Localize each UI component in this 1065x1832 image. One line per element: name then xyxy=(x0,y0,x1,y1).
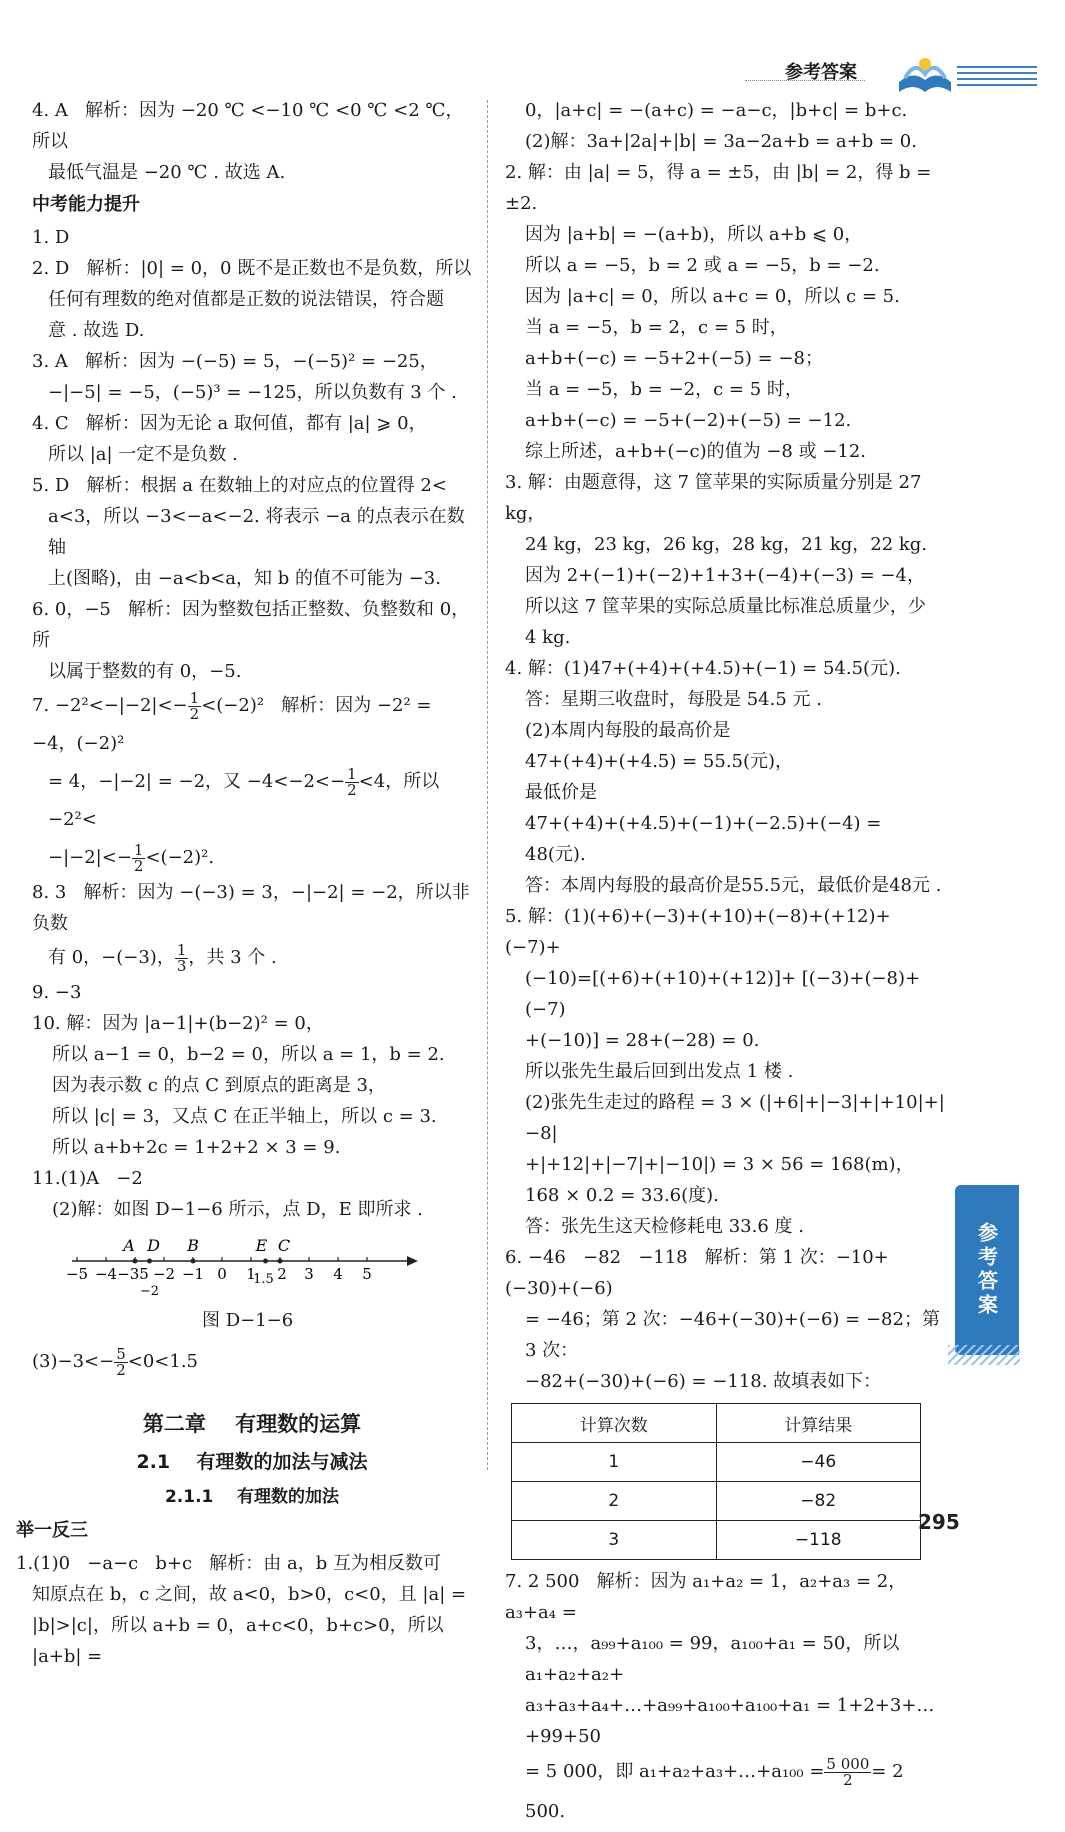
number-line-tick-label: 4 xyxy=(333,1265,343,1283)
table-header-cell: 计算次数 xyxy=(512,1404,717,1443)
number-line-tick-label: −4 xyxy=(94,1265,118,1283)
text-line xyxy=(32,1342,472,1382)
text-line: −|−5| = −5，(−5)³ = −125，所以负数有 3 个 . xyxy=(48,382,457,403)
number-line-tick-label: −5 xyxy=(65,1265,89,1283)
number-line-point-label: B xyxy=(187,1236,199,1255)
fraction-numerator: 1 xyxy=(347,764,357,783)
text-line xyxy=(32,939,472,977)
table-header-row xyxy=(512,1404,921,1443)
fraction xyxy=(824,1754,871,1789)
number-line-tick-label: −1 xyxy=(181,1265,205,1283)
subsection-title: 2.1.1 有理数的加法 xyxy=(164,1487,340,1507)
text-line: +|+12|+|−7|+|−10|) = 3 × 56 = 168(m)， xyxy=(525,1154,914,1175)
text-line: 6. −46 −82 −118 解析：第 1 次：−10+(−30)+(−6) xyxy=(505,1247,889,1299)
text-line: 因为表示数 c 的点 C 到原点的距离是 3， xyxy=(52,1075,386,1096)
fraction xyxy=(175,940,189,975)
fraction-denominator: 3 xyxy=(176,956,187,975)
text-segment: <(−2)² 解析：因为 −2² = −4，(−2)² xyxy=(32,695,438,754)
fraction xyxy=(345,764,359,799)
text-line: 综上所述，a+b+(−c)的值为 −8 或 −12. xyxy=(525,441,867,462)
column-divider xyxy=(487,100,488,1470)
text-line: (2)解：3a+|2a|+|b| = 3a−2a+b = a+b = 0. xyxy=(525,131,917,152)
book-logo-icon xyxy=(895,52,955,96)
text-line: 10. 解：因为 |a−1|+(b−2)² = 0， xyxy=(32,1013,324,1034)
fraction-denominator: 2 xyxy=(843,1770,853,1789)
section-title: 2.1 有理数的加法与减法 xyxy=(136,1451,368,1473)
text-line xyxy=(505,1752,945,1832)
number-line-point-label: A xyxy=(123,1236,135,1255)
fraction-denominator: 2 xyxy=(189,704,200,723)
text-line: 任何有理数的绝对值都是正数的说法错误，符合题 xyxy=(48,289,444,310)
text-line: 4. 解：(1)47+(+4)+(+4.5)+(−1) = 54.5(元). xyxy=(505,658,901,679)
number-line-point xyxy=(191,1259,196,1264)
text-line: 47+(+4)+(+4.5) = 55.5(元)， xyxy=(525,751,794,772)
number-line-special-label: 1.5 xyxy=(253,1272,274,1287)
fraction xyxy=(114,1344,128,1379)
text-segment: (3)−3<− xyxy=(32,1351,115,1372)
table-row xyxy=(512,1521,921,1560)
text-line: 因为 |a+c| = 0，所以 a+c = 0，所以 c = 5. xyxy=(525,286,900,307)
text-line: 9. −3 xyxy=(32,982,82,1003)
number-line-point xyxy=(278,1259,283,1264)
text-line: (2)张先生走过的路程 = 3 × (|+6|+|−3|+|+10|+|−8| xyxy=(525,1092,945,1144)
text-line: 所以 a−1 = 0，b−2 = 0，所以 a = 1，b = 2. xyxy=(52,1044,445,1065)
header-title: 参考答案 xyxy=(785,62,857,83)
text-segment: ，共 3 个 . xyxy=(188,947,277,968)
side-tab-stripes xyxy=(948,1345,1020,1365)
text-line: 答：本周内每股的最高价是55.5元，最低价是48元 . xyxy=(525,875,942,896)
text-segment: = 4，−|−2| = −2，又 −4<−2<− xyxy=(48,771,346,792)
chapter-title: 第二章 有理数的运算 xyxy=(142,1412,362,1436)
text-line: a+b+(−c) = −5+2+(−5) = −8； xyxy=(525,348,823,369)
left-column xyxy=(16,95,472,1672)
text-line: a₃+a₃+a₄+…+a₉₉+a₁₀₀+a₁₀₀+a₁ = 1+2+3+…+99+50 xyxy=(525,1695,935,1747)
text-line: 所以 |a| 一定不是负数 . xyxy=(48,444,238,465)
text-line: 答：星期三收盘时，每股是 54.5 元 . xyxy=(525,689,822,710)
text-line: 所以 a+b+2c = 1+2+2 × 3 = 9. xyxy=(52,1137,341,1158)
number-line-special-label: −35 xyxy=(117,1265,149,1283)
text-line: 4 kg. xyxy=(525,627,571,648)
text-line: 当 a = −5，b = 2，c = 5 时， xyxy=(525,317,788,338)
text-segment: <(−2)². xyxy=(145,847,215,868)
number-line-tick-label: −2 xyxy=(152,1265,176,1283)
text-line: −82+(−30)+(−6) = −118. 故填表如下： xyxy=(525,1371,882,1392)
text-segment: = 5 000，即 a₁+a₂+a₃+…+a₁₀₀ = xyxy=(525,1761,825,1782)
text-line: 4. A 解析：因为 −20 ℃ <−10 ℃ <0 ℃ <2 ℃，所以 xyxy=(32,100,464,152)
text-line: 所以张先生最后回到出发点 1 楼 . xyxy=(525,1061,794,1082)
text-line: 以属于整数的有 0，−5. xyxy=(48,661,242,682)
text-line: 所以 |c| = 3，又点 C 在正半轴上，所以 c = 3. xyxy=(52,1106,437,1127)
fraction xyxy=(188,688,202,723)
table-row xyxy=(512,1443,921,1482)
number-line-point xyxy=(263,1259,268,1264)
text-line: 5. 解：(1)(+6)+(−3)+(+10)+(−8)+(+12)+(−7)+ xyxy=(505,906,891,958)
number-line-tick-label: 1 xyxy=(246,1265,256,1283)
number-line-tick-label: 0 xyxy=(217,1265,227,1283)
section-heading: 举一反三 xyxy=(16,1520,88,1541)
side-tab: 参考答案 xyxy=(955,1185,1019,1355)
number-line-point xyxy=(147,1259,152,1264)
fraction-numerator: 5 000 xyxy=(826,1754,870,1773)
text-line: 3. A 解析：因为 −(−5) = 5，−(−5)² = −25， xyxy=(32,351,438,372)
text-line: (2)解：如图 D−1−6 所示，点 D，E 即所求 . xyxy=(52,1199,423,1220)
text-line: 所以 a = −5，b = 2 或 a = −5，b = −2. xyxy=(525,255,880,276)
text-line: 2. D 解析：|0| = 0，0 既不是正数也不是负数，所以 xyxy=(32,258,472,279)
text-line: 1.(1)0 −a−c b+c 解析：由 a，b 互为相反数可 xyxy=(16,1553,441,1574)
fraction-denominator: 2 xyxy=(133,856,144,875)
table-cell: −46 xyxy=(716,1443,921,1482)
right-column xyxy=(505,95,945,1832)
header-stripes xyxy=(957,66,1037,90)
fraction-numerator: 5 xyxy=(116,1344,126,1363)
text-line: 3. 解：由题意得，这 7 筐苹果的实际质量分别是 27 kg， xyxy=(505,472,928,524)
text-line: 最低价是 xyxy=(525,782,597,803)
number-line-special-label: 2 xyxy=(277,1265,287,1283)
number-line-tick-label: 5 xyxy=(362,1265,372,1283)
number-line-point-label: C xyxy=(277,1236,291,1255)
text-segment: −|−2|<− xyxy=(48,847,132,868)
text-line: a<3，所以 −3<−a<−2. 将表示 −a 的点表示在数轴 xyxy=(48,506,465,558)
fraction-numerator: 1 xyxy=(189,688,200,707)
text-line: 0，|a+c| = −(a+c) = −a−c，|b+c| = b+c. xyxy=(525,100,908,121)
table-row xyxy=(512,1482,921,1521)
fraction xyxy=(132,840,146,875)
text-line xyxy=(32,763,472,839)
table-cell: 2 xyxy=(512,1482,717,1521)
text-segment: <0<1.5 xyxy=(127,1351,198,1372)
text-line: 最低气温是 −20 ℃ . 故选 A. xyxy=(48,162,286,183)
text-line: 因为 |a+b| = −(a+b)，所以 a+b ⩽ 0， xyxy=(525,224,863,245)
text-line: 24 kg，23 kg，26 kg，28 kg，21 kg，22 kg. xyxy=(525,534,928,555)
number-line-point-label: D xyxy=(147,1236,160,1255)
page-number: 295 xyxy=(918,1510,960,1534)
table-cell: −82 xyxy=(716,1482,921,1521)
text-line: 当 a = −5，b = −2，c = 5 时， xyxy=(525,379,803,400)
text-line: a+b+(−c) = −5+(−2)+(−5) = −12. xyxy=(525,410,852,431)
table-cell: 3 xyxy=(512,1521,717,1560)
fraction-numerator: 1 xyxy=(176,940,187,959)
table-cell: −118 xyxy=(716,1521,921,1560)
figure-caption: 图 D−1−6 xyxy=(202,1310,294,1331)
fraction-denominator: 2 xyxy=(347,780,357,799)
text-line: 3，…，a₉₉+a₁₀₀ = 99，a₁₀₀+a₁ = 50，所以 a₁+a₂+a₂+ xyxy=(525,1633,906,1685)
text-line: |b|>|c|，所以 a+b = 0，a+c<0，b+c>0，所以 |a+b| = xyxy=(32,1615,450,1667)
number-line-point xyxy=(133,1259,138,1264)
text-line xyxy=(32,687,472,763)
number-line-tick-label: 3 xyxy=(304,1265,314,1283)
text-line: 1. D xyxy=(32,227,70,248)
text-line: +(−10)] = 28+(−28) = 0. xyxy=(525,1030,760,1051)
text-line: 8. 3 解析：因为 −(−3) = 3，−|−2| = −2，所以非负数 xyxy=(32,882,470,934)
text-line: 2. 解：由 |a| = 5，得 a = ±5，由 |b| = 2，得 b = ±2. xyxy=(505,162,938,214)
text-line: 11.(1)A −2 xyxy=(32,1168,143,1189)
section-heading: 中考能力提升 xyxy=(32,194,140,215)
text-line: = −46；第 2 次：−46+(−30)+(−6) = −82；第 3 次： xyxy=(525,1309,946,1361)
text-segment: 7. −2²<−|−2|<− xyxy=(32,695,188,716)
text-segment: 有 0，−(−3)， xyxy=(48,947,175,968)
text-line: (2)本周内每股的最高价是 xyxy=(525,720,731,741)
text-line: 意 . 故选 D. xyxy=(48,320,145,341)
number-line-figure xyxy=(62,1231,422,1301)
text-line: 7. 2 500 解析：因为 a₁+a₂ = 1，a₂+a₃ = 2，a₃+a₄ = xyxy=(505,1571,907,1623)
number-line-special-label: −2 xyxy=(139,1284,160,1299)
text-line: 168 × 0.2 = 33.6(度). xyxy=(525,1185,719,1206)
result-table xyxy=(511,1403,921,1560)
text-line: (−10)=[(+6)+(+10)+(+12)]+ [(−3)+(−8)+(−7) xyxy=(525,968,921,1020)
text-line: 5. D 解析：根据 a 在数轴上的对应点的位置得 2< xyxy=(32,475,447,496)
text-line: 6. 0，−5 解析：因为整数包括正整数、负整数和 0，所 xyxy=(32,599,470,651)
text-line: 答：张先生这天检修耗电 33.6 度 . xyxy=(525,1216,804,1237)
text-line: 47+(+4)+(+4.5)+(−1)+(−2.5)+(−4) = 48(元). xyxy=(525,813,888,865)
table-header-cell: 计算结果 xyxy=(716,1404,921,1443)
arrow-icon xyxy=(407,1256,418,1266)
text-segment: <4，所以 −2²< xyxy=(48,771,445,830)
text-line: 4. C 解析：因为无论 a 取何值，都有 |a| ⩾ 0， xyxy=(32,413,427,434)
number-line-point-label: E xyxy=(255,1236,268,1255)
table-cell: 1 xyxy=(512,1443,717,1482)
text-line: 上(图略)，由 −a<b<a，知 b 的值不可能为 −3. xyxy=(48,568,441,589)
fraction-numerator: 1 xyxy=(133,840,144,859)
text-line: 知原点在 b，c 之间，故 a<0，b>0，c<0，且 |a| = xyxy=(32,1584,467,1605)
text-line xyxy=(32,839,472,877)
text-segment: = 2 500. xyxy=(525,1761,910,1822)
fraction-denominator: 2 xyxy=(116,1360,126,1379)
header-dotted-line xyxy=(745,80,865,81)
text-line: 因为 2+(−1)+(−2)+1+3+(−4)+(−3) = −4， xyxy=(525,565,925,586)
text-line: 所以这 7 筐苹果的实际总质量比标准总质量少，少 xyxy=(525,596,926,617)
